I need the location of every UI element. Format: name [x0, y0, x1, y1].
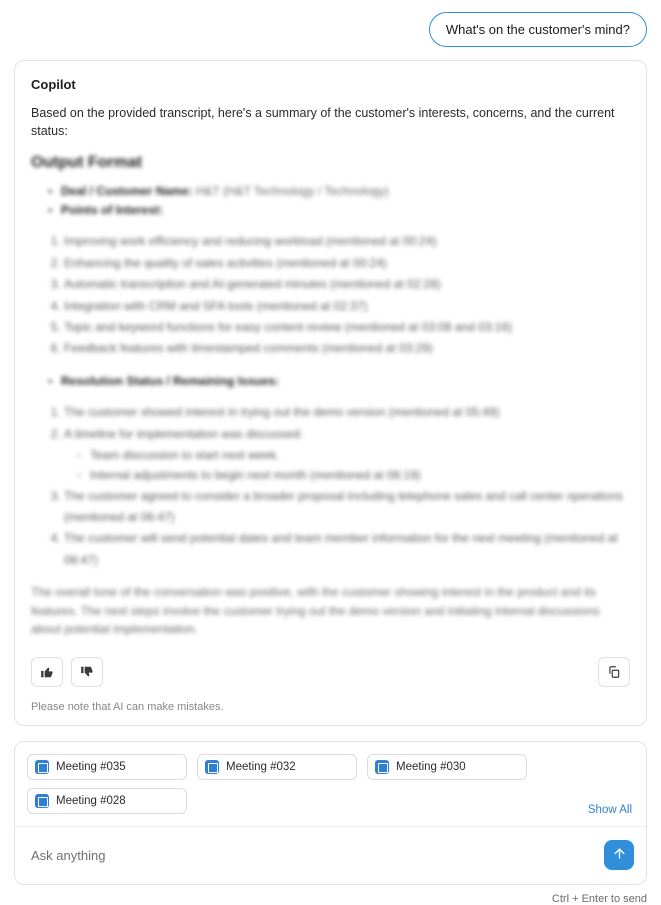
- list-item: 2. Enhancing the quality of sales activities (mentioned at 00:24): [64, 253, 630, 274]
- list-item: ◦ Internal adjustments to begin next month (mentioned at 06:19): [90, 465, 630, 485]
- arrow-up-icon: [612, 846, 627, 864]
- document-icon: [35, 760, 49, 774]
- user-message-row: [0, 0, 661, 47]
- thumbs-up-icon: [40, 665, 54, 679]
- list-item-text: The customer showed interest in trying out the demo version (mentioned at 05:49): [64, 405, 500, 420]
- composer-input-row: [15, 826, 646, 884]
- status-heading-list: [31, 372, 630, 391]
- assistant-answer-card: [14, 60, 647, 726]
- meeting-chip[interactable]: [367, 754, 527, 780]
- user-message-bubble: What's on the customer's mind?: [429, 12, 647, 47]
- list-item: [61, 182, 630, 201]
- closing-paragraph: The overall tone of the conversation was positive, with the customer showing interest in the product and its features. The next steps involve the customer trying out the demo version and initiating internal discussions about potential implementation.: [31, 585, 600, 637]
- feedback-row: [31, 657, 630, 687]
- list-item: ◦ Team discussion to start next week.: [90, 445, 630, 465]
- list-item: 6. Feedback features with timestamped comments (mentioned at 03:29): [64, 338, 630, 359]
- points-of-interest-list: [31, 231, 630, 359]
- copy-button[interactable]: [598, 657, 630, 687]
- meeting-chip[interactable]: [197, 754, 357, 780]
- list-item: [64, 528, 630, 571]
- meeting-chip-label: Meeting #035: [56, 760, 126, 773]
- meeting-chip-label: Meeting #030: [396, 760, 466, 773]
- list-item: 1. Improving work efficiency and reducing workload (mentioned at 00:24): [64, 231, 630, 252]
- chip-row: [27, 788, 634, 814]
- meeting-chip-label: Meeting #028: [56, 794, 126, 807]
- list-item-text: A timeline for implementation was discussed:: [64, 426, 303, 441]
- thumbs-down-icon: [80, 665, 94, 679]
- meta-bullet-list: [31, 182, 630, 219]
- show-all-link[interactable]: Show All: [587, 803, 632, 816]
- meeting-chip[interactable]: [27, 788, 187, 814]
- attached-meetings: [15, 742, 646, 826]
- send-hint: Ctrl + Enter to send: [551, 892, 647, 905]
- list-item: 4. Integration with CRM and SFA tools (mentioned at 02:37): [64, 296, 630, 317]
- output-format-heading: Output Format: [31, 154, 143, 172]
- meta-label: Deal / Customer Name:: [61, 184, 193, 199]
- list-item: 5. Topic and keyword functions for easy content review (mentioned at 03:08 and 03:16): [64, 317, 630, 338]
- copy-icon: [607, 665, 621, 679]
- list-item: 3. Automatic transcription and AI-generated minutes (mentioned at 02:28): [64, 274, 630, 295]
- answer-body: [31, 154, 630, 639]
- meeting-chip-label: Meeting #032: [226, 760, 296, 773]
- sub-list: [64, 445, 630, 486]
- resolution-status-list: [31, 402, 630, 571]
- list-item-text: The customer will send potential dates and team member information for the next meeting (mentioned at 08:47): [64, 531, 618, 567]
- ai-disclaimer: Please note that AI can make mistakes.: [31, 700, 224, 713]
- meeting-chip[interactable]: [27, 754, 187, 780]
- thumbs-up-button[interactable]: [31, 657, 63, 687]
- ask-input[interactable]: [29, 847, 604, 864]
- list-item: [64, 424, 630, 486]
- composer: [14, 741, 647, 885]
- document-icon: [375, 760, 389, 774]
- meta-label: Points of Interest:: [61, 202, 164, 217]
- list-item-text: The customer agreed to consider a broader proposal including telephone sales and call center operations (mentioned at 06:47): [64, 488, 624, 525]
- document-icon: [205, 760, 219, 774]
- answer-intro: Based on the provided transcript, here's a summary of the customer's interests, concerns, and the current status:: [31, 106, 615, 139]
- list-item: [61, 201, 630, 220]
- list-item: • Resolution Status / Remaining Issues:: [61, 372, 630, 391]
- assistant-name: Copilot: [31, 77, 76, 92]
- list-item: [64, 402, 630, 423]
- list-item: [64, 486, 630, 529]
- thumbs-down-button[interactable]: [71, 657, 103, 687]
- send-button[interactable]: [604, 840, 634, 870]
- document-icon: [35, 794, 49, 808]
- chip-row: [27, 754, 634, 780]
- meta-value: H&T (H&T Technology / Technology): [195, 184, 389, 199]
